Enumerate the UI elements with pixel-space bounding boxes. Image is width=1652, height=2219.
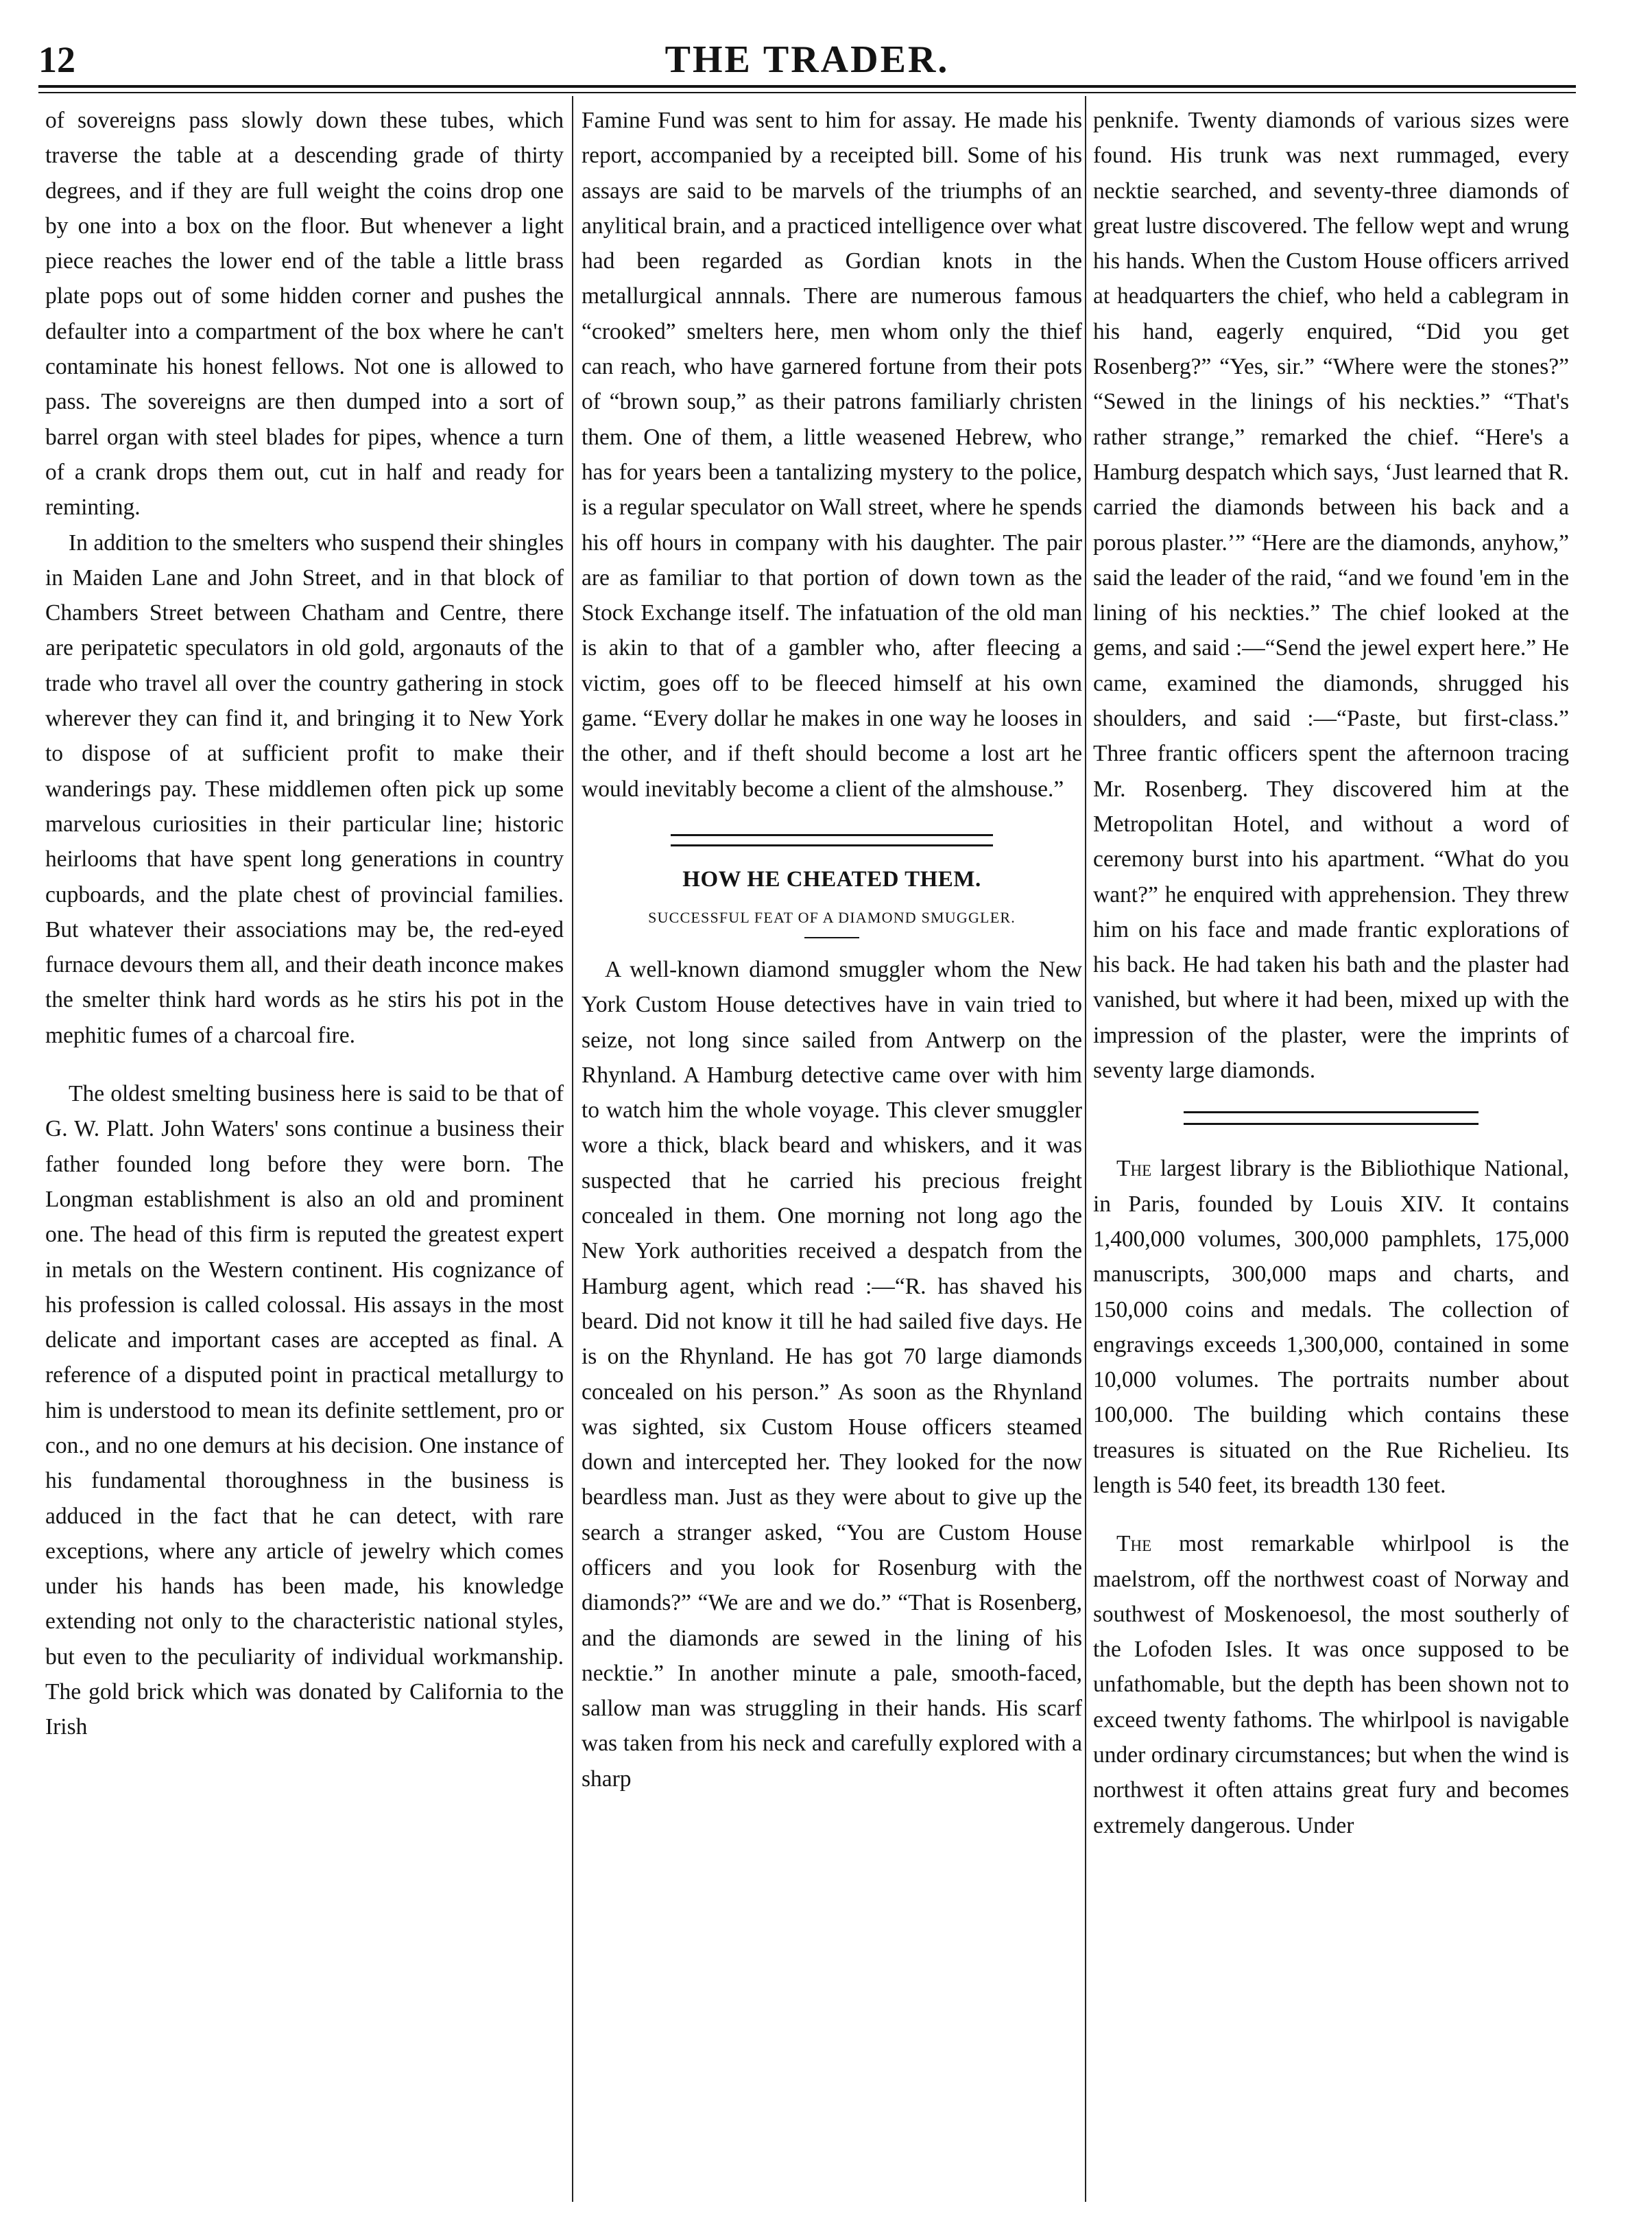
article-paragraph: penknife. Twenty diamonds of various sizes were found. His trunk was next rummaged, every necktie searched, and seventy-three diamonds of great lustre discovered. The fellow wept and wrung his hands. When the Custom House officers arrived at headquarters the chief, who held a cablegram in his hand, eagerly enquired, “Did you get Rosenberg?” “Yes, sir.” “Where were the stones?” “Sewed in the linings of his neckties.” “That's rather strange,” remarked the chief. “Here's a Hamburg despatch which says, ‘Just learned that R. carried the diamonds between his back and a porous plaster.’” “Here are the diamonds, anyhow,” said the leader of the raid, “and we found 'em in the lining of his neckties.” The chief looked at the gems, and said :—“Send the jewel expert here.” He came, examined the diamonds, shrugged his shoulders, and said :—“Paste, but first-class.” Three frantic officers spent the afternoon tracing Mr. Rosenberg. They discovered him at the Metropolitan Hotel, and without a word of ceremony burst into his apartment. “What do you want?” he enquired with apprehension. They threw him on his face and made frantic explorations of his back. He had taken his bath and the plaster had vanished, but where it had been, mixed up with the impression of the plaster, were the imprints of seventy large diamonds. [1093,108,1569,1084]
column-3 [1093,103,1569,2195]
header-rule-thin [38,92,1576,93]
page-header [38,36,1576,84]
article-paragraph [1093,1526,1569,1843]
article-paragraph: In addition to the smelters who suspend their shingles in Maiden Lane and John Street, and in that block of Chambers Street between Chatham and Centre, there are peripatetic speculators in old gold, argonauts of the trade who travel all over the country gathering in stock wherever they can find it, and bringing it to New York to dispose of at sufficient profit to make their wanderings pay. These middlemen often pick up some marvelous curiosities in their particular line; historic heirlooms that have spent long generations in country cupboards, and the plate chest of provincial families. But whatever their associations may be, the red-eyed furnace devours them all, and their death inconce makes the smelter think hard words as he stirs his pot in the mephitic fumes of a charcoal fire. [45,530,564,1048]
lead-word: The [1116,1156,1152,1182]
article-paragraph: of sovereigns pass slowly down these tubes, which traverse the table at a descending grade of thirty degrees, and if they are full weight the coins drop one by one into a box on the floor. But whenever a light piece reaches the lower end of the table a little brass plate pops out of some hidden corner and pushes the defaulter into a compartment of the box where he can't contaminate his honest fellows. Not one is allowed to pass. The sovereigns are then dumped into a sort of barrel organ with steel blades for pipes, whence a turn of a crank drops them out, cut in half and ready for reminting. [45,108,564,521]
paragraph-text: largest library is the Bibliothique National, in Paris, founded by Louis XIV. It contains 1,400,000 volumes, 300,000 pamphlets, 175,000 manuscripts, 300,000 maps and charts, and 150,000 coins and medals. The collection of engravings exceeds 1,300,000, contained in some 10,000 volumes. The portraits number about 100,000. The building which contains these treasures is situated on the Rue Richelieu. Its length is 540 feet, its breadth 130 feet. [1093,1156,1569,1498]
article-paragraph: The oldest smelting business here is said to be that of G. W. Platt. John Waters' sons continue a business their father founded long before they were born. The Longman establishment is also an old and prominent one. The head of this firm is reputed the greatest expert in metals on the Western continent. His cognizance of his profession is called colossal. His assays in the most delicate and important cases are accepted as final. A reference of a disputed point in practical metallurgy to him is understood to mean its definite settlement, pro or con., and no one demurs at his decision. One instance of his fundamental thoroughness in the business is adduced in the fact that he can detect, with rare exceptions, where any article of jewelry which comes under his hands has been made, his knowledge extending not only to the characteristic national styles, but even to the peculiarity of individual workmanship. The gold brick which was donated by California to the Irish [45,1081,564,1740]
lead-word: The [1116,1531,1152,1557]
section-separator [671,834,993,846]
paragraph-text: most remarkable whirlpool is the maelstrom, off the northwest coast of Norway and southwest of Moskenoesol, the most southerly of the Lofoden Isles. It was once supposed to be unfathomable, but the depth has been shown not to exceed twenty fathoms. The whirlpool is navigable under ordinary circumstances; but when the wind is northwest it often attains great fury and becomes extremely dangerous. Under [1093,1531,1569,1838]
article-subheadline: SUCCESSFUL FEAT OF A DIAMOND SMUGGLER. [648,908,1016,926]
article-paragraph: Famine Fund was sent to him for assay. He made his report, accompanied by a receipted bill. Some of his assays are said to be marvels of the triumphs of an anylitical brain, and a practiced intelligence over what had been regarded as Gordian knots in the metallurgical annnals. There are numerous famous “crooked” smelters here, men whom only the thief can reach, who have garnered fortune from their pots of “brown soup,” as their patrons familiarly christen them. One of them, a little weasened Hebrew, who has for years been a tantalizing mystery to the police, is a regular speculator on Wall street, where he spends his off hours in company with his daughter. The pair are as familiar to that portion of down town as the Stock Exchange itself. The infatuation of the old man is akin to that of a gambler who, after fleecing a victim, goes off to be fleeced himself at his own game. “Every dollar he makes in one way he looses in the other, and if theft should become a lost art he would inevitably become a client of the almshouse.” [582,108,1082,802]
page-number: 12 [38,39,75,80]
column-1 [45,103,564,2195]
column-2 [582,103,1082,2195]
masthead-title: THE TRADER. [665,38,950,81]
header-rule [38,85,1576,88]
article-paragraph: A well-known diamond smuggler whom the New York Custom House detectives have in vain tried to seize, not long since sailed from Antwerp on the Rhynland. A Hamburg detective came over with him to watch him the whole voyage. This clever smuggler wore a thick, black beard and whiskers, and it was suspected that he carried his precious freight concealed in them. One morning not long ago the New York authorities received a despatch from the Hamburg agent, which read :—“R. has shaved his beard. Did not know it till he had sailed five days. He is on the Rhynland. He has got 70 large diamonds concealed on his person.” As soon as the Rhynland was sighted, six Custom House officers steamed down and intercepted her. They looked for the now beardless man. Just as they were about to give up the search a stranger asked, “You are Custom House officers and you look for Rosenburg with the diamonds?” “We are and we do.” “That is Rosenberg, and the diamonds are sewed in the lining of his necktie.” In another minute a pale, smooth-faced, sallow man was struggling in their hands. His scarf was taken from his neck and carefully explored with a sharp [582,956,1082,1792]
section-separator [1184,1111,1479,1125]
column-divider-2 [1085,96,1086,2202]
headline-rule [804,937,859,938]
article-headline: HOW HE CHEATED THEM. [682,866,981,892]
column-divider-1 [572,96,573,2202]
article-paragraph [1093,1151,1569,1503]
